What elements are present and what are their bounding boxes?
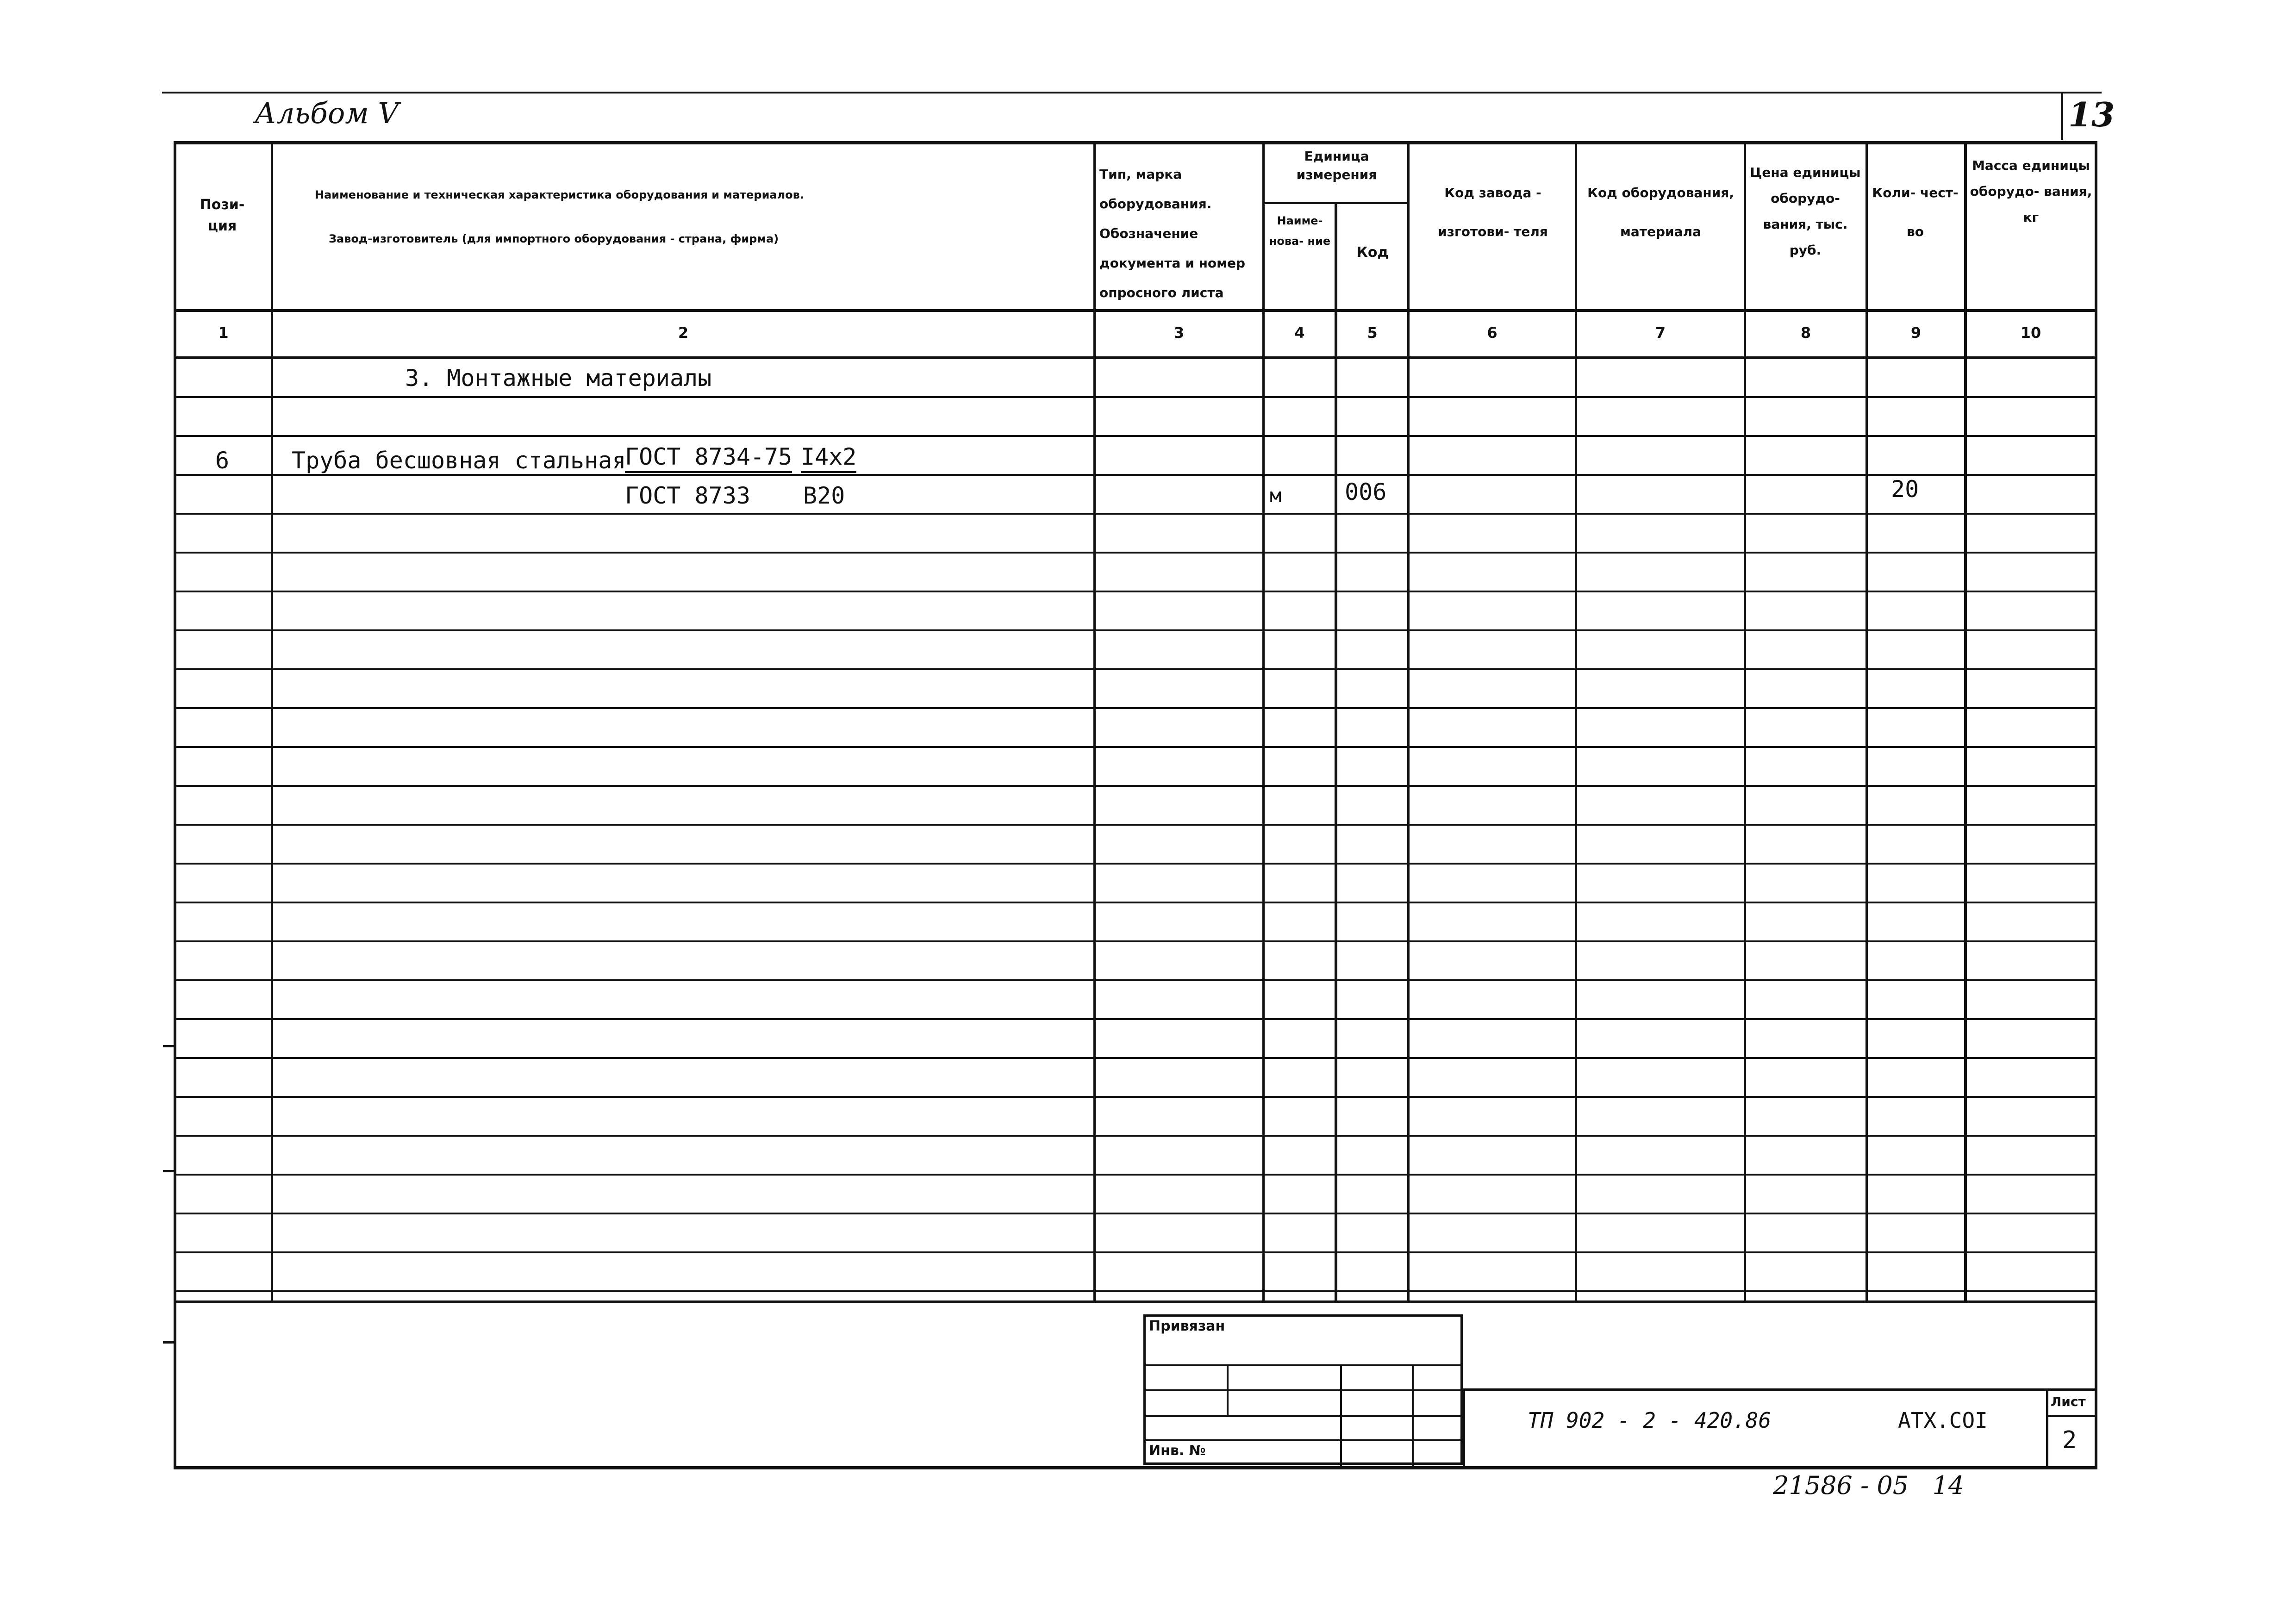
header-col1: Пози- ция — [200, 197, 245, 234]
stamp-sheet-label: Лист — [2051, 1394, 2086, 1409]
stamp-drawing-code: АТХ.СОI — [1898, 1408, 1988, 1433]
row-rule — [174, 785, 2097, 787]
row-rule — [174, 1018, 2097, 1020]
title-block-left — [1463, 1388, 1465, 1466]
row-rule — [174, 1251, 2097, 1253]
col-sep-2 — [1093, 141, 1096, 1303]
stamp-line-4 — [1143, 1439, 1463, 1441]
row-rule — [174, 396, 2097, 398]
colnum-4: 4 — [1294, 324, 1305, 342]
col-sep-4 — [1335, 204, 1337, 1303]
row-standard-1: ГОСТ 8734-75 — [625, 443, 792, 473]
row-rule — [174, 1057, 2097, 1059]
colnum-1: 1 — [218, 324, 229, 342]
row-rule — [174, 629, 2097, 631]
sheet-box-left — [2046, 1388, 2048, 1466]
row-name: Труба бесшовная стальная — [292, 447, 626, 474]
stamp-line-2 — [1143, 1389, 1463, 1391]
title-block-top — [1463, 1388, 2096, 1391]
row-unit: м — [1270, 484, 1282, 507]
row-size: I4x2 — [801, 443, 856, 473]
header-col5: Код — [1356, 244, 1389, 261]
margin-tick-2 — [163, 1170, 175, 1172]
colnum-3: 3 — [1173, 324, 1185, 342]
row-rule — [174, 552, 2097, 554]
margin-tick-1 — [163, 1045, 175, 1047]
header-col2-line2: Завод-изготовитель (для импортного оборудования - страна, фирма) — [329, 232, 779, 245]
colnum-6: 6 — [1487, 324, 1497, 342]
row-rule — [174, 591, 2097, 592]
colnum-bottom-line — [174, 356, 2097, 359]
corner-vline — [2061, 92, 2063, 140]
row-rule — [174, 1096, 2097, 1098]
stamp-vline-2 — [1340, 1364, 1342, 1466]
col-sep-8 — [1866, 141, 1868, 1303]
colnum-10: 10 — [2020, 324, 2041, 342]
row-unit-code: 006 — [1345, 479, 1387, 505]
col-sep-6 — [1575, 141, 1577, 1303]
header-col10: Масса единицы оборудо- вания, кг — [1970, 158, 2092, 225]
row-rule — [174, 902, 2097, 903]
row-rule — [174, 474, 2097, 476]
header-bottom-line — [174, 309, 2097, 312]
row-rule — [174, 863, 2097, 865]
row-rule — [174, 513, 2097, 515]
stamp-line-1 — [1143, 1364, 1463, 1366]
row-rule — [174, 707, 2097, 709]
colnum-9: 9 — [1910, 324, 1922, 342]
row-standard-2: ГОСТ 8733 — [625, 482, 750, 509]
col-sep-3 — [1262, 141, 1265, 1303]
col-sep-5 — [1407, 141, 1410, 1303]
row-rule — [174, 746, 2097, 748]
row-rule — [174, 979, 2097, 981]
stamp-line-3 — [1143, 1415, 1463, 1417]
col-sep-9 — [1964, 141, 1967, 1303]
stamp-vline-3 — [1412, 1364, 1414, 1466]
margin-tick-3 — [163, 1341, 175, 1344]
stamp-document-code: ТП 902 - 2 - 420.86 — [1528, 1408, 1772, 1433]
stamp-sheet-number: 2 — [2062, 1426, 2077, 1454]
header-col3: Тип, марка оборудования. Обозначение документа и номер опросного листа — [1099, 167, 1246, 300]
section-title: 3. Монтажные материалы — [405, 365, 712, 392]
table-right-border — [2095, 141, 2097, 1469]
stamp-inv-label: Инв. № — [1149, 1443, 1206, 1459]
table-top-border — [174, 141, 2097, 144]
album-label: Альбом V — [255, 96, 399, 130]
stamp-linked-label: Привязан — [1149, 1318, 1225, 1334]
row-position: 6 — [215, 447, 230, 474]
col-sep-1 — [271, 141, 273, 1303]
row-quantity: 20 — [1891, 476, 1919, 503]
row-rule — [174, 1213, 2097, 1214]
colnum-8: 8 — [1800, 324, 1811, 342]
col-sep-7 — [1744, 141, 1746, 1303]
unit-group-line — [1262, 202, 1410, 204]
header-col8: Цена единицы оборудо- вания, тыс. руб. — [1750, 165, 1861, 258]
sheet-corner-number: 13 — [2068, 95, 2115, 134]
sheet-box-mid — [2046, 1415, 2096, 1417]
row-rule — [174, 824, 2097, 826]
header-col4: Наиме- нова- ние — [1269, 214, 1331, 248]
row-rule — [174, 940, 2097, 942]
header-col7: Код оборудования, материала — [1587, 185, 1734, 239]
archive-number: 21586 - 05 14 — [1773, 1471, 1965, 1500]
row-rule — [174, 1135, 2097, 1137]
header-col6: Код завода - изготови- теля — [1438, 185, 1548, 239]
colnum-5: 5 — [1367, 324, 1378, 342]
colnum-2: 2 — [678, 324, 689, 342]
row-rule — [174, 435, 2097, 437]
header-col9: Коли- чест- во — [1872, 185, 1959, 239]
header-col45-group: Единица измерения — [1296, 149, 1377, 182]
row-rule — [174, 1290, 2097, 1292]
top-border-line — [162, 92, 2102, 93]
colnum-7: 7 — [1655, 324, 1666, 342]
table-bottom-border — [174, 1466, 2097, 1469]
row-rule — [174, 1174, 2097, 1176]
row-grade: B20 — [803, 482, 845, 509]
row-rule — [174, 668, 2097, 670]
body-bottom-line — [174, 1300, 2097, 1303]
header-col2-line1: Наименование и техническая характеристика оборудования и материалов. — [315, 188, 804, 201]
stamp-vline-1 — [1227, 1364, 1229, 1415]
